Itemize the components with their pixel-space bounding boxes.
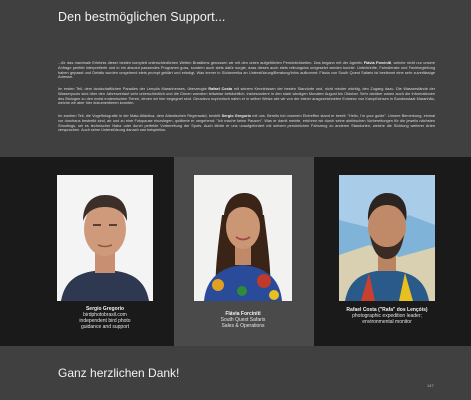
caption-name: Sergio Gregorio [85, 306, 125, 312]
portrait-sergio-photo [57, 175, 153, 301]
portrait-flavia-photo [194, 175, 292, 301]
caption-line: Sales & Operations [221, 323, 265, 329]
paragraph-text: mit seinem Kenntnissen der besten Standorte und, nicht minder wichtig, den Zugang dazu. Die Wasserstände der Wasserpools sind über den Jahresverlauf sehr unterschiedlich und die Dünen wandern teilweise beträchtlich, insbesondere in den stark windigen Monaten August bis Oktober. Sehr darüber waren auch die Informationen des Biologen zu den meist endemischen Tieren, denen wir hier begegnet sind. Geradezu euphorisch nahm er in selber Weise wie wir von der bisher ausgezeichneten Existenz von Kampfüchsen in Bundesstaat Maranhão, welche wir aber hier dokumentieren konnten. [58, 87, 435, 106]
paragraph-text: ...für das maximale Erlebnis dieser beiden komplett unterschiedlichen Welten Brasiliens genossen wir mit den unten aufgeführten Persönlichkeiten. Das begann mit der Agentin [58, 61, 364, 65]
paragraph-text: Im ersten Teil, dem landschaftlichen Paradies der Lençóis Maranhenses, überzeugte [58, 87, 209, 91]
paragraph-sergio [58, 114, 435, 133]
caption-line: environmental monitor [362, 319, 412, 325]
page-title: Den bestmöglichen Support... [58, 10, 226, 24]
closing-heading: Ganz herzlichen Dank! [58, 366, 180, 380]
caption-sergio [57, 306, 153, 330]
paragraph-agent [58, 61, 435, 80]
person-name-highlight: Sergio Gregorio [221, 114, 252, 118]
caption-line: birdphotobrasil.com [83, 312, 127, 318]
paragraph-text: Im zweiten Teil, die Vogelfotografie in der Mata Atlântica, dem Atlantischen Regenwald, bestritt [58, 114, 222, 118]
caption-name: Flávia Forciniti [225, 311, 261, 317]
person-name-highlight: Rafael Costa [208, 87, 233, 91]
caption-line: guidance and support [80, 324, 130, 330]
caption-line: independent bird photo [79, 318, 131, 324]
paragraph-rafael [58, 87, 435, 106]
caption-name: Rafael Costa ("Rafa" dos Lençóis) [346, 307, 428, 313]
caption-flavia [194, 311, 292, 329]
page-number: 147 [427, 383, 434, 388]
caption-line: South Quest Safaris [220, 317, 266, 323]
caption-rafael [324, 307, 450, 325]
person-name-highlight: Flávia Forciniti [363, 61, 392, 65]
caption-line: photographic expedition leader; [352, 313, 422, 319]
portrait-rafael-photo [339, 175, 435, 301]
paragraph-text: , welche nicht nur unsere Anfrage perfekt interpretierte und in ein absolut passendes Programm goss, sondern auch stets dafür sorgte, dass dieses auch stets reibungslos umgesetzt werden konnte. Unterkünfte, Fahrdienste und Fachbegleitung haben gepasst und Details wurden umgehend stets prompt geklärt und erledigt. Was immer in Südamerika an Unterstützung/Beratung/Infos aufkommt: Flávia von South Quest Safaris ist bestimmt eine sehr zuverlässige Adresse. [58, 61, 436, 80]
paragraph-text: mit uns. Bereits bei unserem Eintreffen stand er bereit: "Hello, I'm your guide". Unsere Bemerkung, einmal vor durchaus bestreikt sind, ab und zu eine Fotopause einzulegen, quittierte er umgehend: "Ich mache keine Pausen". Was er damit meinte, erfuhren wir durch seine akribischen Vorbereitungen für die jeweils nächsten Shootings, sei es technischer Natur oder durch perfekte Vorbereitung der Spots. Auch fährte er uns unaufgefordert mit seinem persönlichen Fahrzeug zu anderen Standorten, welche die Sichtung weiterer Arten versprachen. Auch seine Unterstützung danach war beispiellos. [58, 114, 436, 133]
